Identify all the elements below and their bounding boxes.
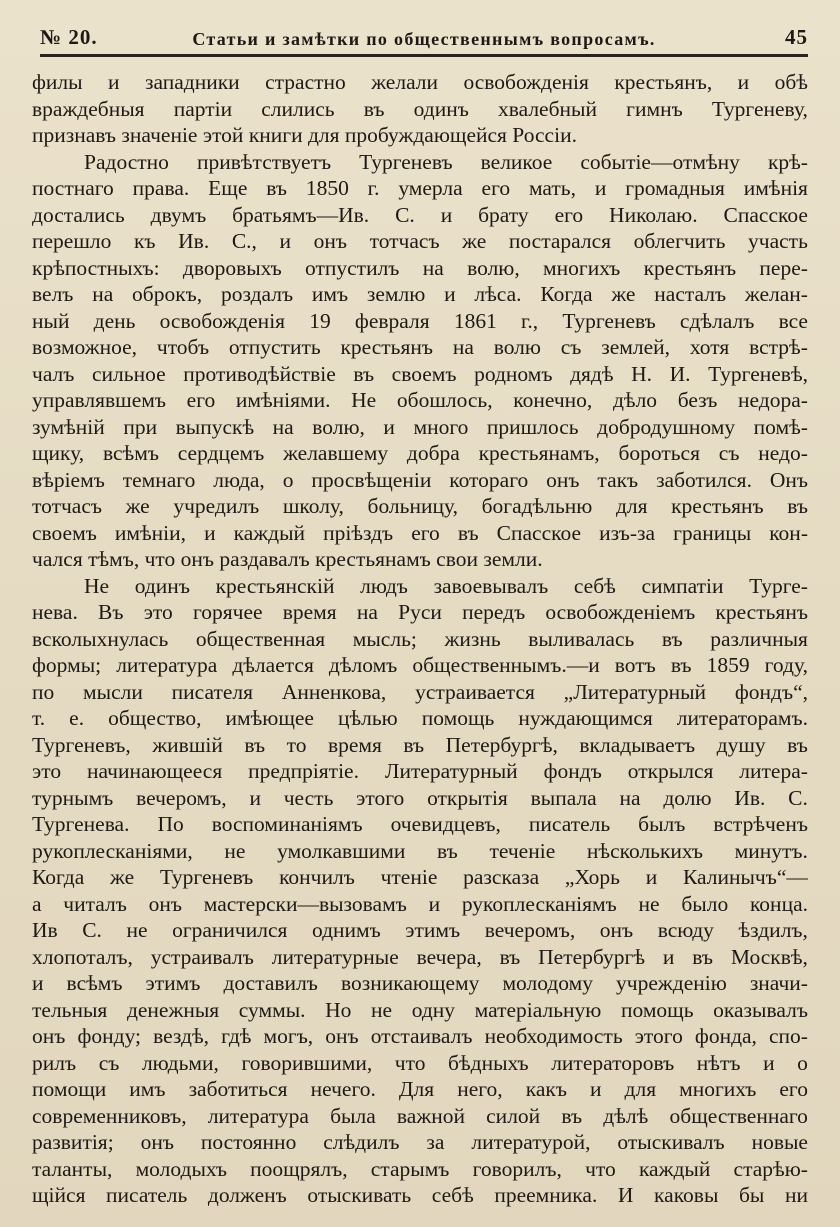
text-line: ный день освобожденія 19 февраля 1861 г., Тургеневъ сдѣлалъ все [32, 308, 808, 333]
text-line: рилъ съ людьми, говорившими, что бѣдныхъ литераторовъ нѣтъ и о [32, 1050, 808, 1075]
text-line: хлопоталъ, устраивалъ литературные вечера, въ Петербургѣ и въ Москвѣ, [32, 944, 808, 969]
text-line: крѣпостныхъ: дворовыхъ отпустилъ на волю, многихъ крестьянъ пере- [32, 255, 808, 280]
text-line: перешло къ Ив. С., и онъ тотчасъ же постарался облегчить участь [32, 229, 808, 253]
text-line: чалъ сильное противодѣйствіе въ своемъ родномъ дядѣ Н. И. Тургеневѣ, [32, 361, 808, 386]
text-line: своемъ имѣніи, и каждый пріѣздъ его въ Спасское изъ-за границы кон- [32, 520, 808, 545]
text-line: достались двумъ братьямъ—Ив. С. и брату его Николаю. Спасское [32, 202, 808, 227]
text-line: управлявшемъ его имѣніями. Не обошлось, конечно, дѣло безъ недора- [32, 388, 808, 412]
text-line: Тургенева. По воспоминаніямъ очевидцевъ, писатель былъ встрѣченъ [32, 812, 808, 836]
text-line: нева. Въ это горячее время на Руси передъ освобожденіемъ крестьянъ [32, 600, 808, 624]
text-line: турнымъ вечеромъ, и честь этого открытія выпала на долю Ив. С. [32, 785, 808, 810]
text-line: всколыхнулась общественная мысль; жизнь выливалась въ различныя [32, 626, 808, 651]
text-line: развитія; онъ постоянно слѣдилъ за литературой, отыскивалъ новые [32, 1130, 808, 1154]
section-title: Статьи и замѣтки по общественнымъ вопросамъ. [192, 29, 656, 49]
text-line: щику, всѣмъ сердцемъ желавшему добра крестьянамъ, бороться съ недо- [32, 441, 808, 465]
text-line: по мысли писателя Анненкова, устраивается „Литературный фондъ“, [32, 679, 808, 704]
text-line: Когда же Тургеневъ кончилъ чтеніе разсказа „Хорь и Калинычъ“— [32, 865, 808, 889]
text-line: и всѣмъ этимъ доставилъ возникающему молодому учрежденію значи- [32, 971, 808, 995]
text-line: постнаго права. Еще въ 1850 г. умерла его мать, и громадныя имѣнія [32, 176, 808, 200]
text-line: т. е. общество, имѣющее цѣлью помощь нуждающимся литераторамъ. [32, 706, 808, 730]
page-number: 45 [785, 25, 808, 49]
text-line: враждебныя партіи слились въ одинъ хвалебный гимнъ Тургеневу, [32, 96, 808, 121]
text-line: Тургеневъ, жившій въ то время въ Петербургѣ, вкладываетъ душу въ [32, 732, 808, 757]
text-line: велъ на оброкъ, роздалъ имъ землю и лѣса. Когда же насталъ желан- [32, 282, 808, 306]
text-line: Радостно привѣтствуетъ Тургеневъ великое событіе—отмѣну крѣ- [84, 149, 808, 174]
text-line: а читалъ онъ мастерски—вызовамъ и рукоплесканіямъ не было конца. [32, 891, 808, 916]
text-line: Ив С. не ограничился однимъ этимъ вечеромъ, онъ всюду ѣздилъ, [32, 918, 808, 942]
text-line: формы; литература дѣлается дѣломъ общественнымъ.—и вотъ въ 1859 году, [32, 653, 808, 677]
text-line: современниковъ, литература была важной силой въ дѣлѣ общественнаго [32, 1103, 808, 1128]
text-line: признавъ значеніе этой книги для пробуждающейся Россіи. [32, 123, 577, 147]
text-line: Не одинъ крестьянскій людъ завоевывалъ себѣ симпатіи Турге- [84, 573, 808, 598]
issue-number: № 20. [40, 25, 98, 49]
text-line: рукоплесканіями, не умолкавшими въ теченіе нѣсколькихъ минутъ. [32, 838, 808, 863]
text-line: таланты, молодыхъ поощрялъ, старымъ говорилъ, что каждый старѣю- [32, 1156, 808, 1181]
article-body [32, 69, 808, 1209]
text-line: вѣріемъ темнаго люда, о просвѣщеніи котораго онъ такъ заботился. Онъ [32, 467, 808, 492]
header-rule [40, 54, 808, 57]
text-line: филы и западники страстно желали освобожденія крестьянъ, и обѣ [32, 70, 808, 94]
running-header [40, 18, 808, 50]
text-line: чался тѣмъ, что онъ раздавалъ крестьянамъ свои земли. [32, 547, 543, 571]
text-line: возможное, чтобъ отпустить крестьянъ на волю съ землей, хотя встрѣ- [32, 335, 808, 359]
text-line: онъ фонду; вездѣ, гдѣ могъ, онъ отстаивалъ необходимость этого фонда, спо- [32, 1024, 808, 1048]
text-line: зумѣній при выпускѣ на волю, и много пришлось добродушному помѣ- [32, 414, 808, 439]
text-line: щійся писатель долженъ отыскивать себѣ преемника. И каковы бы ни [32, 1183, 808, 1207]
text-line: тельныя денежныя суммы. Но не одну матеріальную помощь оказывалъ [32, 997, 808, 1022]
text-line: помощи имъ заботиться нечего. Для него, какъ и для многихъ его [32, 1077, 808, 1101]
text-line: это начинающееся предпріятіе. Литературный фондъ открылся литера- [32, 759, 808, 783]
text-line: тотчасъ же учредилъ школу, больницу, богадѣльню для крестьянъ въ [32, 494, 808, 518]
